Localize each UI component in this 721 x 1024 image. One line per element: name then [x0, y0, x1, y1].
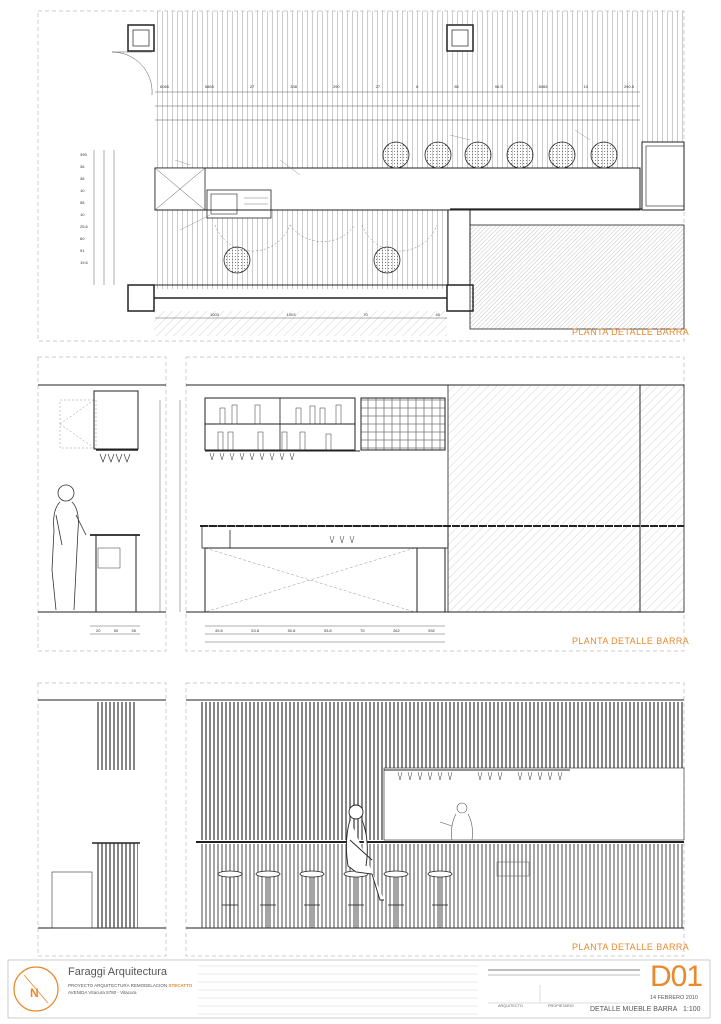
plan-panel — [38, 11, 684, 341]
dimension-text: 36 — [80, 176, 85, 181]
plan-dimensions-bottom — [210, 312, 440, 317]
hanging-glasses-front — [210, 453, 294, 460]
dimension-text: 36 — [80, 164, 85, 169]
dimension-text: 49.8 — [215, 628, 223, 633]
dimension-text: 75 — [360, 628, 365, 633]
wine-rack — [361, 398, 445, 450]
dimension-text: 50.8 — [287, 628, 296, 633]
column — [128, 285, 154, 311]
counter-glasses — [330, 536, 354, 543]
dimension-text: 10 — [80, 188, 85, 193]
hanging-glasses-side — [100, 454, 130, 462]
sheet-date: 14 FEBRERO 2010 — [650, 995, 698, 1001]
north-letter: N — [30, 986, 39, 1000]
dimension-text: 10 — [583, 84, 588, 89]
project-prefix: PROYECTO ARQUITECTURA REMODELACION — [68, 983, 168, 988]
project-highlight: STECATTO — [168, 983, 193, 988]
elevation-panel-1 — [38, 357, 684, 651]
field-label-architect: ARQUITECTO — [498, 1004, 523, 1008]
side-dimensions — [96, 628, 136, 633]
dimension-text: 6 — [416, 84, 419, 89]
project-line — [68, 983, 192, 988]
column — [128, 25, 154, 51]
column — [447, 285, 473, 311]
sheet-title: DETALLE MUEBLE BARRA — [590, 1006, 678, 1013]
dimension-text: 592 — [428, 628, 435, 633]
elevation-label-1: PLANTA DETALLE BARRA — [572, 636, 690, 646]
dimension-text: 262 — [393, 628, 400, 633]
dimension-text: 58 — [80, 200, 85, 205]
dimension-text: 20 — [96, 628, 101, 633]
dimension-text: 290.5 — [623, 84, 634, 89]
sheet-scale: 1:100 — [683, 1006, 701, 1013]
dimension-text: 25.6 — [80, 224, 88, 229]
dimension-text: 395 — [80, 152, 87, 157]
sheet-number: D01 — [650, 960, 703, 993]
plan-label: PLANTA DETALLE BARRA — [572, 327, 690, 337]
dimension-text: 10 — [80, 212, 85, 217]
dimension-text: 91 — [80, 248, 85, 253]
dimension-text: 60 — [80, 236, 85, 241]
dimension-text: 1003 — [286, 312, 296, 317]
dimension-text: 96.5 — [494, 84, 503, 89]
plan-dimensions-left — [80, 152, 110, 265]
dimension-text: 6065 — [538, 84, 548, 89]
elevation-panel-2 — [38, 683, 684, 956]
dimension-text: 85 — [454, 84, 459, 89]
elevation-label-2: PLANTA DETALLE BARRA — [572, 942, 690, 952]
dimension-text: 1003 — [210, 312, 219, 317]
dimension-text: 338 — [290, 84, 297, 89]
firm-name: Faraggi Arquitectura — [68, 966, 168, 978]
column — [447, 25, 473, 51]
elevation-dimensions — [215, 628, 435, 633]
dimension-text: 27 — [249, 84, 255, 89]
dimension-text: 6065 — [160, 84, 169, 89]
dimension-text: 40 — [435, 312, 440, 317]
field-label-owner: PROPIETARIO — [548, 1004, 574, 1008]
dimension-text: 53.8 — [323, 628, 332, 633]
dimension-text: 53.8 — [251, 628, 260, 633]
project-address: AVENIDA Vitacura 5780 - Vitacura — [68, 990, 137, 995]
dimension-text: 290 — [332, 84, 340, 89]
dimension-text: 70 — [363, 312, 368, 317]
slatted-wall-upper — [200, 702, 684, 768]
dimension-text: 19.6 — [80, 260, 88, 265]
bottles — [218, 405, 341, 450]
dimension-text: 5865 — [204, 84, 214, 89]
slatted-counter — [200, 844, 684, 928]
dimension-text: 27 — [375, 84, 381, 89]
plan-dimensions-top — [160, 84, 640, 89]
dimension-text: 50 — [113, 628, 119, 633]
person-silhouette — [52, 485, 86, 610]
dimension-text: 55 — [131, 628, 136, 633]
